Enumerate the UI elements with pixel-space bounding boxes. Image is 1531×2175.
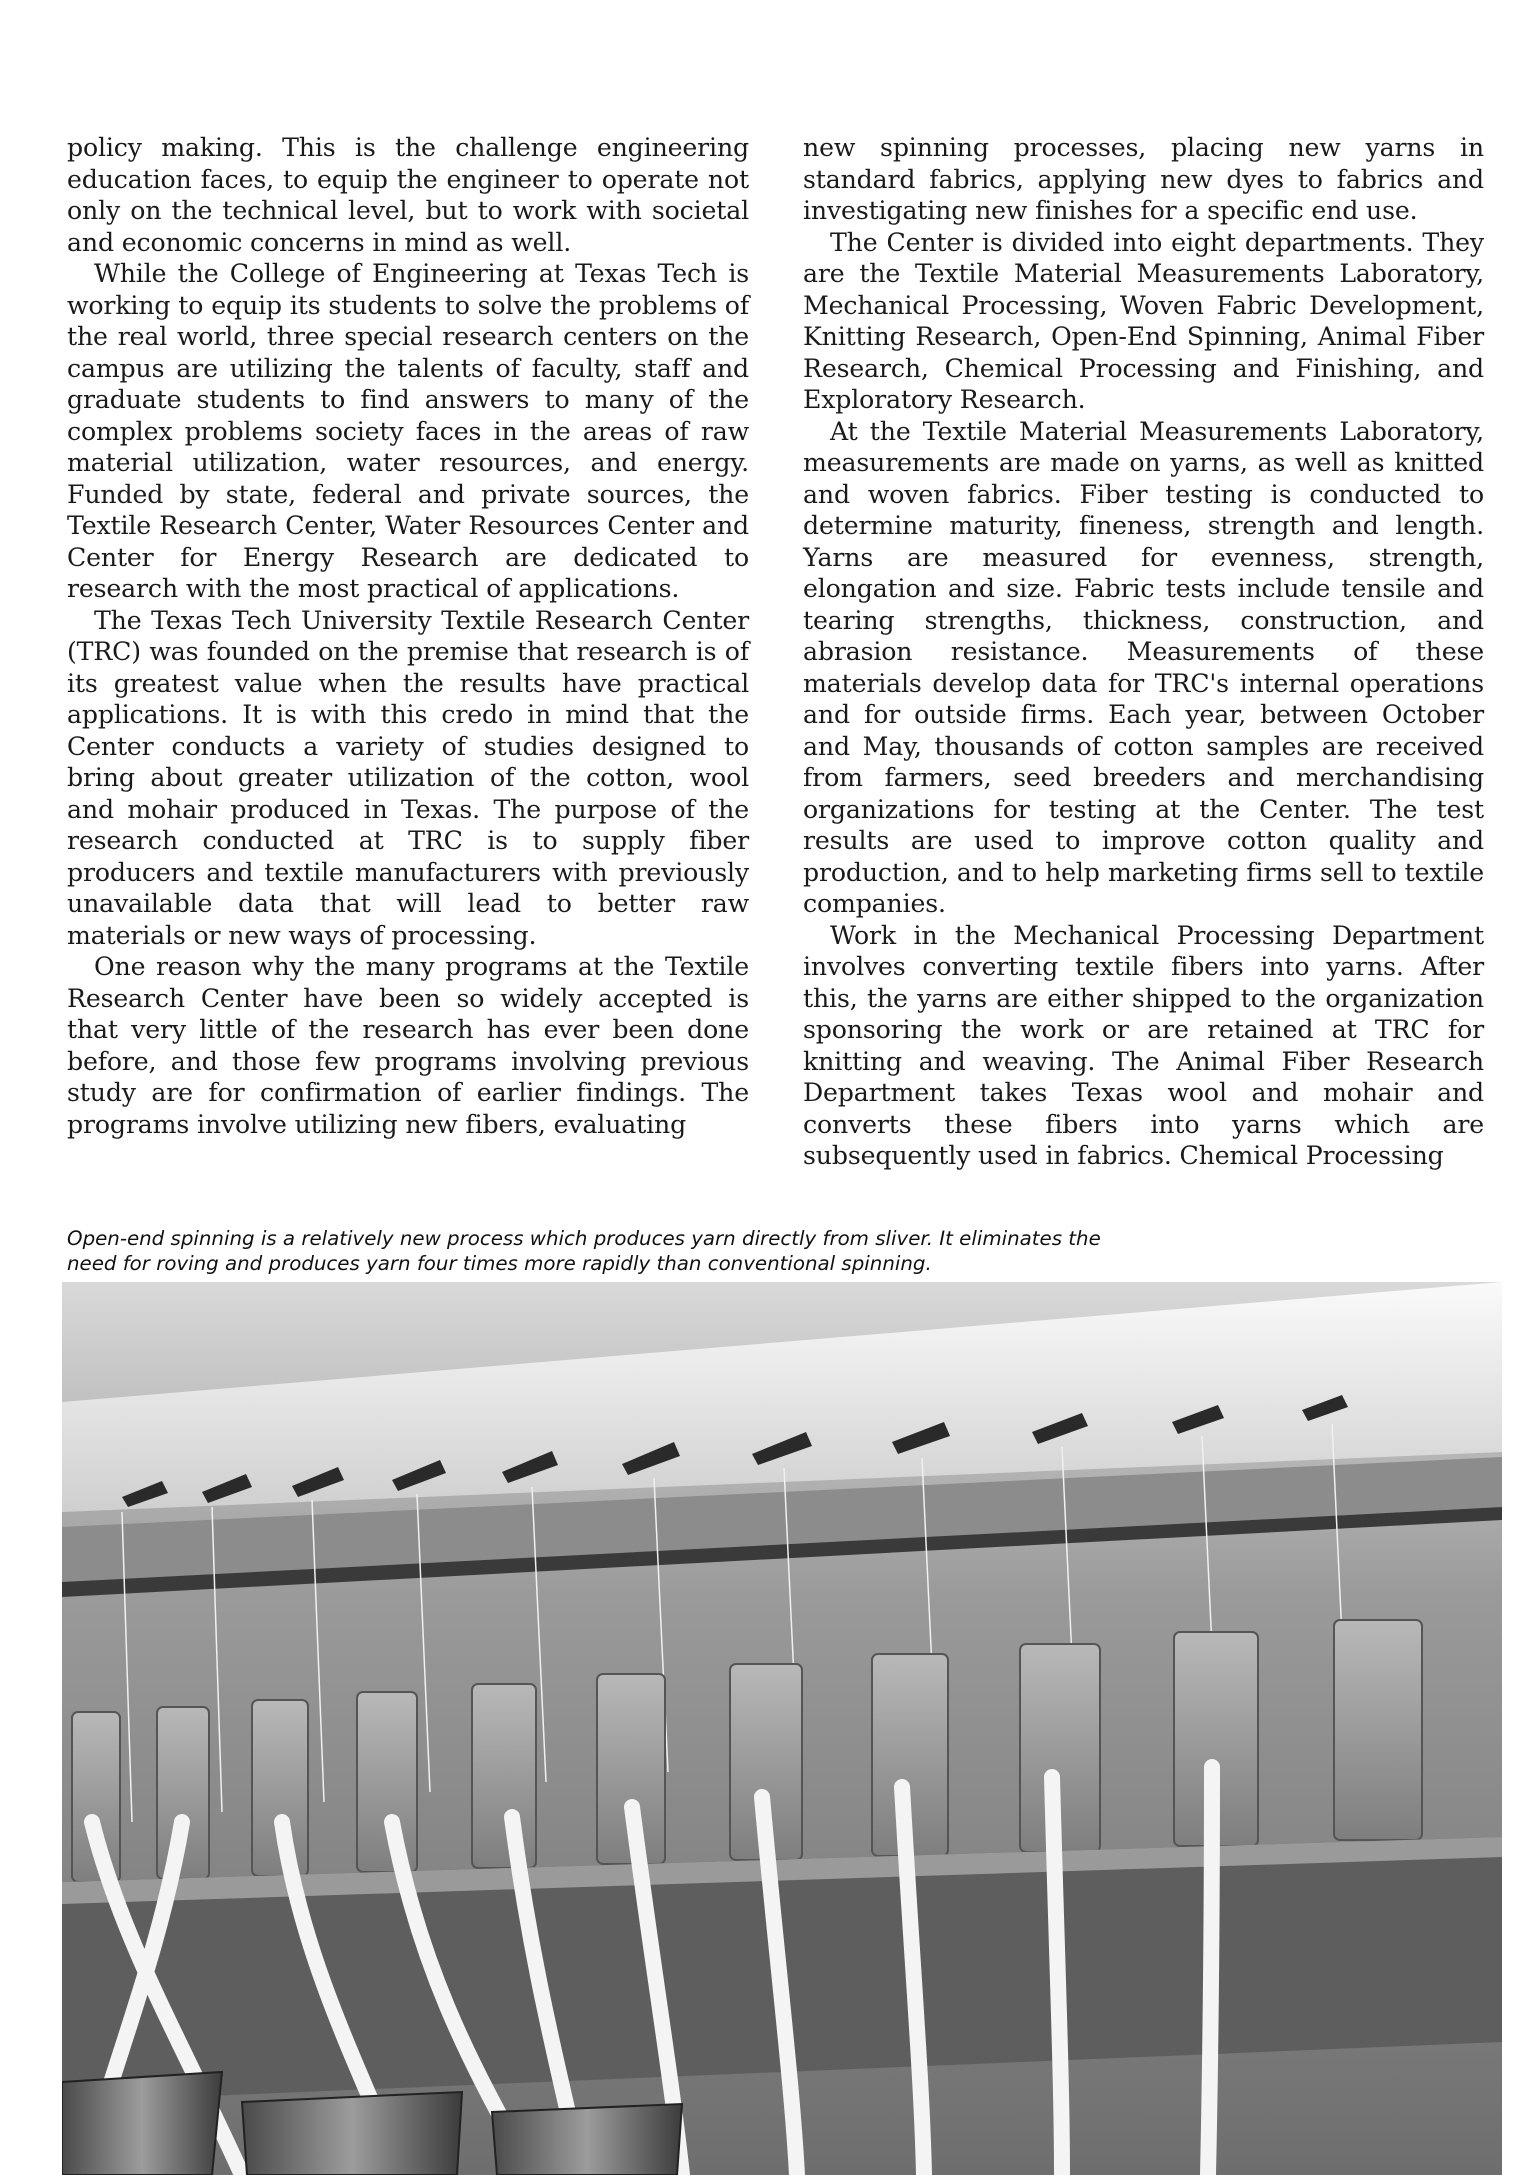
paragraph: The Center is divided into eight departments. They are the Textile Material Measurements Laboratory, Mechanical Processing, Woven Fabric Development, Knitting Research, Open-End Spinning, Animal Fiber Research, Chemical Processing and Finishing, and Exploratory Research. [803, 227, 1484, 414]
paragraph: One reason why the many programs at the Textile Research Center have been so widely accepted is that very little of the research has ever been done before, and those few programs involving previous study are for confirmation of earlier findings. The programs involve utilizing new fibers, evaluating [67, 952, 749, 1139]
figure-caption: Open-end spinning is a relatively new process which produces yarn directly from sliver. It eliminates the need for roving and produces yarn four times more rapidly than conventional spinning. [67, 1227, 1101, 1275]
paragraph: new spinning processes, placing new yarns in standard fabrics, applying new dyes to fabrics and investigating new finishes for a specific end use. [803, 133, 1484, 225]
paragraph: Work in the Mechanical Processing Department involves converting textile fibers into yarns. After this, the yarns are either shipped to the organization sponsoring the work or are retained at TRC for knitting and weaving. The Animal Fiber Research Department takes Texas wool and mohair and converts these fibers into yarns which are subsequently used in fabrics. Chemical Processing [803, 920, 1484, 1170]
paragraph: While the College of Engineering at Texas Tech is working to equip its students to solve the problems of the real world, three special research centers on the campus are utilizing the talents of faculty, staff and graduate students to find answers to many of the complex problems society faces in the areas of raw material utilization, water resources, and energy. Funded by state, federal and private sources, the Textile Research Center, Water Resources Center and Center for Energy Research are dedicated to research with the most practical of applications. [67, 259, 749, 603]
paragraph: policy making. This is the challenge engineering education faces, to equip the engineer to operate not only on the technical level, but to work with societal and economic concerns in mind as well. [67, 133, 749, 257]
paragraph: The Texas Tech University Textile Research Center (TRC) was founded on the premise that research is of its greatest value when the results have practical applications. It is with this credo in mind that the Center conducts a variety of studies designed to bring about greater utilization of the cotton, wool and mohair produced in Texas. The purpose of the research conducted at TRC is to supply fiber producers and textile manufacturers with previously unavailable data that will lead to better raw materials or new ways of processing. [67, 605, 749, 950]
paragraph: At the Textile Material Measurements Laboratory, measurements are made on yarns, as well as knitted and woven fabrics. Fiber testing is conducted to determine maturity, fineness, strength and length. Yarns are measured for evenness, strength, elongation and size. Fabric tests include tensile and tearing strengths, thickness, construction, and abrasion resistance. Measurements of these materials develop data for TRC's internal operations and for outside firms. Each year, between October and May, thousands of cotton samples are received from farmers, seed breeders and merchandising organizations for testing at the Center. The test results are used to improve cotton quality and production, and to help marketing firms sell to textile companies. [803, 416, 1484, 918]
left-text-column [67, 132, 749, 1140]
spinning-machine-photo [62, 1282, 1502, 2175]
right-text-column [803, 132, 1484, 1172]
photo-illustration [62, 1282, 1502, 2175]
